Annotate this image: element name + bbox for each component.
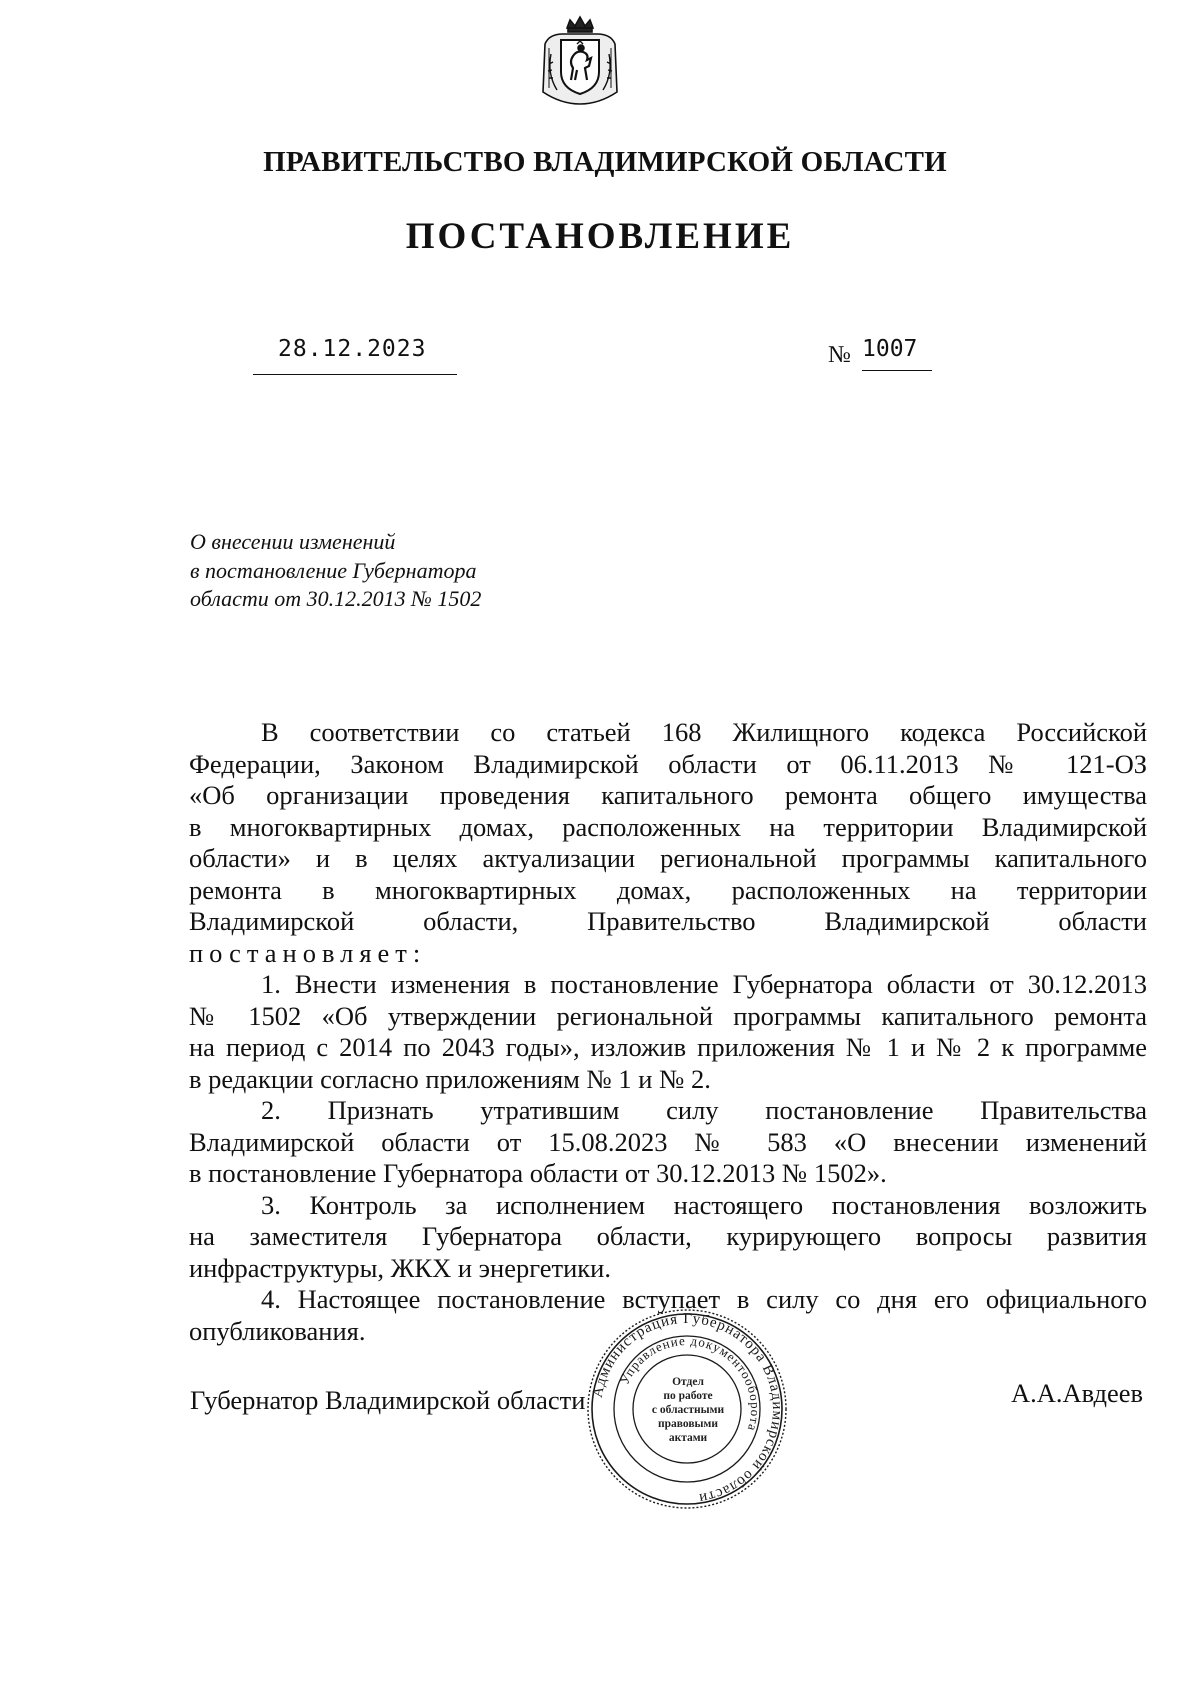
item-line: 4. Настоящее постановление вступает в силу со дня его официального — [261, 1284, 1147, 1314]
item-line: № 1502 «Об утверждении региональной программы капитального ремонта — [189, 1000, 1147, 1031]
stamp-outer-text: Администрация Губернатора Владимирской области — [589, 1310, 786, 1507]
document-number: 1007 — [862, 336, 918, 362]
number-field — [862, 336, 932, 371]
item-line: в постановление Губернатора области от 30.12.2013 № 1502». — [189, 1158, 887, 1188]
date-field — [253, 336, 457, 375]
stamp-center-line: Отдел — [672, 1376, 704, 1388]
document-body — [189, 717, 1147, 1347]
signatory-name: А.А.Авдеев — [1011, 1378, 1144, 1408]
document-subject — [190, 528, 550, 614]
item-line: 1. Внести изменения в постановление Губернатора области от 30.12.2013 — [261, 969, 1147, 999]
decides-word: постановляет: — [189, 937, 427, 968]
document-date: 28.12.2023 — [278, 336, 427, 362]
stamp-center-line: актами — [668, 1432, 708, 1444]
item-line: инфраструктуры, ЖКХ и энергетики. — [189, 1252, 611, 1283]
number-label: № — [828, 342, 851, 368]
signatory-position: Губернатор Владимирской области — [190, 1385, 586, 1415]
stamp-inner-ring-text: Управление документооборота — [616, 1332, 764, 1434]
stamp-center-line: по работе — [663, 1390, 713, 1402]
subject-line: в постановление Губернатора — [190, 557, 477, 583]
preamble-line: В соответствии со статьей 168 Жилищного кодекса Российской — [261, 717, 1147, 747]
coat-of-arms-icon — [539, 14, 621, 106]
stamp-center-text — [640, 1375, 736, 1445]
preamble-line: Федерации, Законом Владимирской области от 06.11.2013 № 121-ОЗ — [189, 748, 1147, 779]
document-type-title: ПОСТАНОВЛЕНИЕ — [405, 216, 795, 257]
item-line: на заместителя Губернатора области, курирующего вопросы развития — [189, 1221, 1147, 1251]
item-line: 2. Признать утратившим силу постановление Правительства — [261, 1095, 1147, 1125]
organization-title: ПРАВИТЕЛЬСТВО ВЛАДИМИРСКОЙ ОБЛАСТИ — [263, 146, 947, 178]
subject-line: области от 30.12.2013 № 1502 — [190, 586, 482, 611]
preamble-line: в многоквартирных домах, расположенных на территории Владимирской — [189, 811, 1147, 842]
item-line: 3. Контроль за исполнением настоящего постановления возложить — [261, 1189, 1147, 1220]
subject-line: О внесении изменений — [190, 529, 396, 554]
stamp-center-line: с областными — [651, 1404, 725, 1416]
item-line: Владимирской области от 15.08.2023 № 583 «О внесении изменений — [189, 1126, 1147, 1157]
item-line: на период с 2014 по 2043 годы», изложив приложения № 1 и № 2 к программе — [189, 1032, 1147, 1062]
item-line: опубликования. — [189, 1315, 366, 1346]
stamp-center-line: правовыми — [657, 1418, 718, 1430]
item-line: в редакции согласно приложениям № 1 и № 2. — [189, 1063, 711, 1094]
preamble-line: Владимирской области, Правительство Владимирской области — [189, 906, 1147, 936]
preamble-line: области» и в целях актуализации региональной программы капитального — [189, 843, 1147, 873]
preamble-line: ремонта в многоквартирных домах, расположенных на территории — [189, 874, 1147, 905]
preamble-line: «Об организации проведения капитального ремонта общего имущества — [189, 780, 1147, 810]
